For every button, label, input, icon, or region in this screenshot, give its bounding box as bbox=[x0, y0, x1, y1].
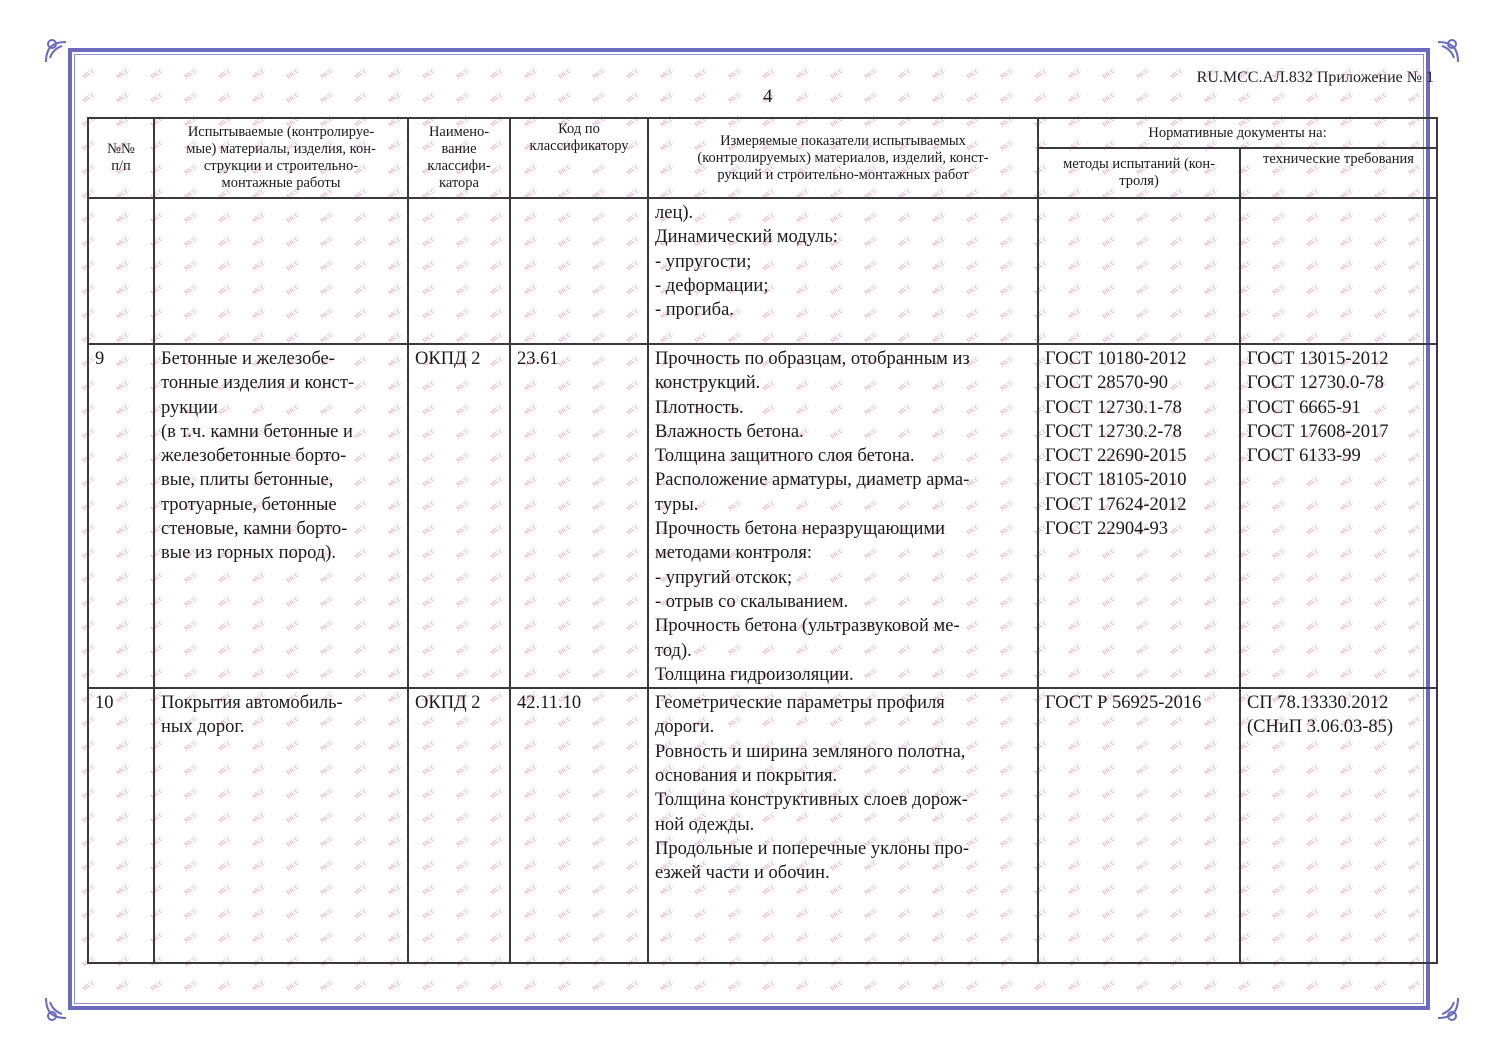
cell-indicators: Прочность по образцам, отобранным из конструкций. Плотность. Влажность бетона. Толщина защитного слоя бетона. Расположение арматуры, диаметр арма- туры. Прочность бетона неразрущающими методами контроля: - упругий отскок; - отрыв со скалыванием. Прочность бетона (ультразвуковой ме- тод). Толщина гидроизоляции. bbox=[648, 344, 1038, 688]
header-normative-documents: Нормативные документы на: bbox=[1038, 118, 1437, 148]
header-test-methods: методы испытаний (кон- троля) bbox=[1038, 148, 1240, 198]
corner-ornament-bottom-right bbox=[1434, 994, 1462, 1022]
cell-classifier-name: ОКПД 2 bbox=[408, 344, 510, 688]
cell-indicators: Геометрические параметры профиля дороги. Ровность и ширина земляного полотна, основания и покрытия. Толщина конструктивных слоев дорож- ной одежды. Продольные и поперечные уклоны про- езжей части и обочин. bbox=[648, 688, 1038, 963]
header-number: №№ п/п bbox=[88, 118, 154, 198]
cell-test-methods: ГОСТ Р 56925-2016 bbox=[1038, 688, 1240, 963]
cell-classifier-code bbox=[510, 198, 648, 344]
cell-tech-requirements bbox=[1240, 198, 1437, 344]
cell-tech-requirements: ГОСТ 13015-2012 ГОСТ 12730.0-78 ГОСТ 6665-91 ГОСТ 17608-2017 ГОСТ 6133-99 bbox=[1240, 344, 1437, 688]
page-number: 4 bbox=[763, 86, 773, 107]
cell-classifier-name bbox=[408, 198, 510, 344]
table-row bbox=[88, 198, 1437, 344]
cell-classifier-name: ОКПД 2 bbox=[408, 688, 510, 963]
cell-number bbox=[88, 198, 154, 344]
cell-classifier-code: 23.61 bbox=[510, 344, 648, 688]
table-row bbox=[88, 688, 1437, 963]
header-objects: Испытываемые (контролируе- мые) материалы, изделия, кон- струкции и строительно- монтажные работы bbox=[154, 118, 408, 198]
cell-objects bbox=[154, 198, 408, 344]
corner-ornament-top-right bbox=[1434, 38, 1462, 66]
cell-tech-requirements: СП 78.13330.2012 (СНиП 3.06.03-85) bbox=[1240, 688, 1437, 963]
corner-ornament-bottom-left bbox=[42, 994, 70, 1022]
corner-ornament-top-left bbox=[42, 38, 70, 66]
header-classifier-code: Код по классификатору bbox=[510, 118, 648, 198]
cell-number: 10 bbox=[88, 688, 154, 963]
header-indicators: Измеряемые показатели испытываемых (контролируемых) материалов, изделий, конст- рукций и строительно-монтажных работ bbox=[648, 118, 1038, 198]
table-row bbox=[88, 344, 1437, 688]
cell-objects: Бетонные и железобе- тонные изделия и конст- рукции (в т.ч. камни бетонные и железобетонные борто- вые, плиты бетонные, тротуарные, бетонные стеновые, камни борто- вые из горных пород). bbox=[154, 344, 408, 688]
cell-test-methods bbox=[1038, 198, 1240, 344]
cell-test-methods: ГОСТ 10180-2012 ГОСТ 28570-90 ГОСТ 12730.1-78 ГОСТ 12730.2-78 ГОСТ 22690-2015 ГОСТ 18105-2010 ГОСТ 17624-2012 ГОСТ 22904-93 bbox=[1038, 344, 1240, 688]
cell-objects: Покрытия автомобиль- ных дорог. bbox=[154, 688, 408, 963]
table-header-row-1 bbox=[88, 118, 1437, 148]
cell-classifier-code: 42.11.10 bbox=[510, 688, 648, 963]
cell-number: 9 bbox=[88, 344, 154, 688]
header-tech-requirements: технические требования bbox=[1240, 148, 1437, 198]
header-classifier-name: Наимено- вание классифи- катора bbox=[408, 118, 510, 198]
document-reference: RU.МСС.АЛ.832 Приложение № 1 bbox=[1196, 69, 1434, 86]
cell-indicators: лец). Динамический модуль: - упругости; - деформации; - прогиба. bbox=[648, 198, 1038, 344]
standards-table bbox=[87, 117, 1438, 964]
